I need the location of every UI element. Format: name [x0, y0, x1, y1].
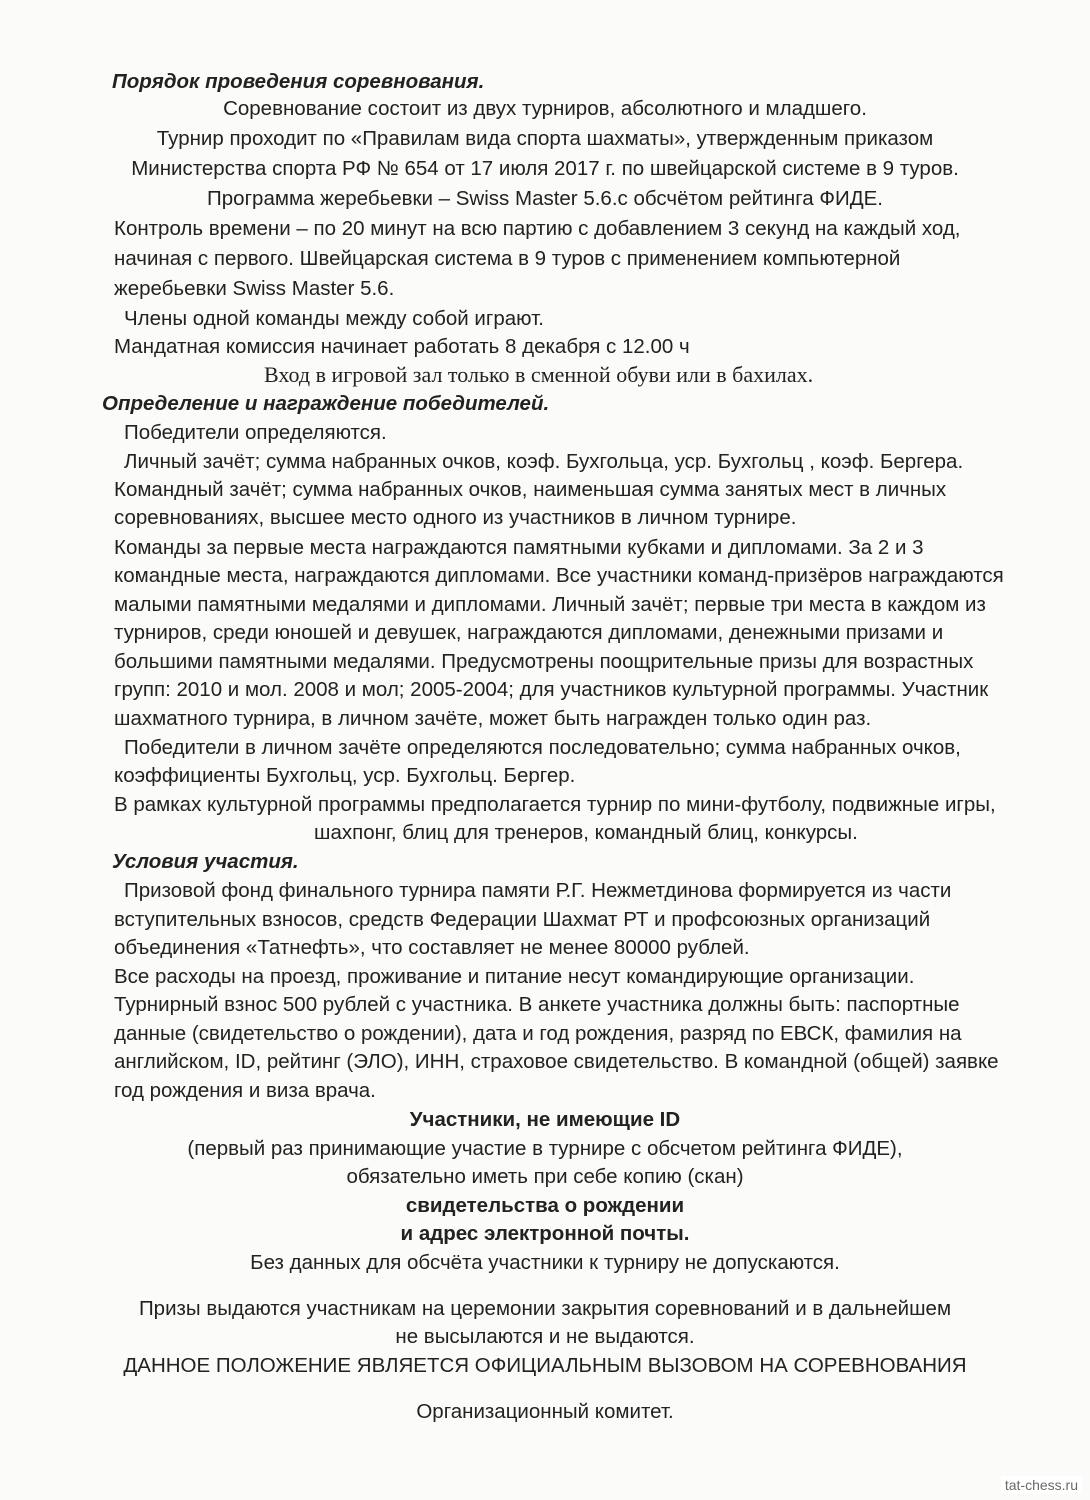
conditions-line-3: объединения «Татнефть», что составляет не менее 80000 рублей. — [114, 936, 750, 959]
winners-line-5: Команды за первые места награждаются памятными кубками и дипломами. За 2 и 3 — [114, 536, 924, 559]
closing-line-1: Призы выдаются участникам на церемонии закрытия соревнований и в дальнейшем — [138, 1297, 952, 1320]
notice-line-4: свидетельства о рождении — [405, 1194, 685, 1217]
conditions-line-5: Турнирный взнос 500 рублей с участника. В анкете участника должны быть: паспортные — [114, 993, 960, 1016]
procedure-line-5: Контроль времени – по 20 минут на всю партию с добавлением 3 секунд на каждый ход, — [114, 217, 961, 240]
winners-line-1: Победители определяются. — [124, 421, 387, 444]
winners-line-9: большими памятными медалями. Предусмотрены поощрительные призы для возрастных — [114, 650, 974, 673]
closing-line-2: не высылаются и не выдаются. — [395, 1325, 695, 1348]
winners-line-14: В рамках культурной программы предполагается турнир по мини-футболу, подвижные игры, — [114, 793, 996, 816]
winners-line-4: соревнованиях, высшее место одного из участников в личном турнире. — [114, 506, 797, 529]
winners-line-7: малыми памятными медалями и дипломами. Личный зачёт; первые три места в каждом из — [114, 593, 986, 616]
procedure-line-8: Члены одной команды между собой играют. — [124, 307, 544, 330]
winners-line-10: групп: 2010 и мол. 2008 и мол; 2005-2004; для участников культурной программы. Участник — [114, 678, 989, 701]
winners-line-11: шахматного турнира, в личном зачёте, может быть награжден только один раз. — [114, 707, 872, 730]
procedure-line-3: Министерства спорта РФ № 654 от 17 июля 2017 г. по швейцарской системе в 9 туров. — [131, 157, 959, 180]
conditions-line-7: английском, ID, рейтинг (ЭЛО), ИНН, страховое свидетельство. В командной (общей) заявке — [114, 1050, 999, 1073]
conditions-line-2: вступительных взносов, средств Федерации Шахмат РТ и профсоюзных организаций — [114, 908, 931, 931]
procedure-line-1: Соревнование состоит из двух турниров, абсолютного и младшего. — [223, 97, 867, 120]
procedure-line-10: Вход в игровой зал только в сменной обуви или в бахилах. — [264, 362, 814, 387]
winners-line-13: коэффициенты Бухгольц, уср. Бухгольц. Бергер. — [114, 764, 576, 787]
winners-line-2: Личный зачёт; сумма набранных очков, коэф. Бухгольца, уср. Бухгольц , коэф. Бергера. — [124, 450, 964, 473]
notice-line-5: и адрес электронной почты. — [400, 1222, 690, 1245]
notice-line-3: обязательно иметь при себе копию (скан) — [346, 1165, 744, 1188]
winners-line-8: турниров, среди юношей и девушек, награждаются дипломами, денежными призами и — [114, 621, 944, 644]
procedure-line-2: Турнир проходит по «Правилам вида спорта шахматы», утвержденным приказом — [156, 127, 934, 150]
procedure-line-9: Мандатная комиссия начинает работать 8 декабря с 12.00 ч — [114, 335, 690, 358]
official-call-line: ДАННОЕ ПОЛОЖЕНИЕ ЯВЛЯЕТСЯ ОФИЦИАЛЬНЫМ ВЫЗОВОМ НА СОРЕВНОВАНИЯ — [123, 1354, 967, 1377]
section-heading-procedure: Порядок проведения соревнования. — [112, 70, 485, 93]
conditions-line-1: Призовой фонд финального турнира памяти Р.Г. Нежметдинова формируется из части — [124, 879, 952, 902]
notice-line-6: Без данных для обсчёта участники к турниру не допускаются. — [250, 1251, 840, 1274]
conditions-line-4: Все расходы на проезд, проживание и питание несут командирующие организации. — [114, 965, 915, 988]
winners-line-15: шахпонг, блиц для тренеров, командный блиц, конкурсы. — [314, 821, 858, 844]
organizing-committee-signature: Организационный комитет. — [416, 1400, 674, 1423]
notice-line-2: (первый раз принимающие участие в турнире с обсчетом рейтинга ФИДЕ), — [187, 1137, 903, 1160]
notice-title: Участники, не имеющие ID — [409, 1108, 681, 1131]
winners-line-6: командные места, награждаются дипломами. Все участники команд-призёров награждаются — [114, 564, 1004, 587]
procedure-line-6: начиная с первого. Швейцарская система в 9 туров с применением компьютерной — [114, 247, 901, 270]
section-heading-conditions: Условия участия. — [112, 850, 299, 873]
site-watermark: tat-chess.ru — [1001, 1476, 1082, 1494]
procedure-line-4: Программа жеребьевки – Swiss Master 5.6.с обсчётом рейтинга ФИДЕ. — [207, 187, 883, 210]
conditions-line-6: данные (свидетельство о рождении), дата и год рождения, разряд по ЕВСК, фамилия на — [114, 1022, 962, 1045]
winners-line-3: Командный зачёт; сумма набранных очков, наименьшая сумма занятых мест в личных — [114, 478, 947, 501]
section-heading-winners: Определение и награждение победителей. — [102, 392, 550, 415]
conditions-line-8: год рождения и виза врача. — [114, 1079, 376, 1102]
winners-line-12: Победители в личном зачёте определяются последовательно; сумма набранных очков, — [124, 736, 961, 759]
procedure-line-7: жеребьевки Swiss Master 5.6. — [114, 277, 395, 300]
